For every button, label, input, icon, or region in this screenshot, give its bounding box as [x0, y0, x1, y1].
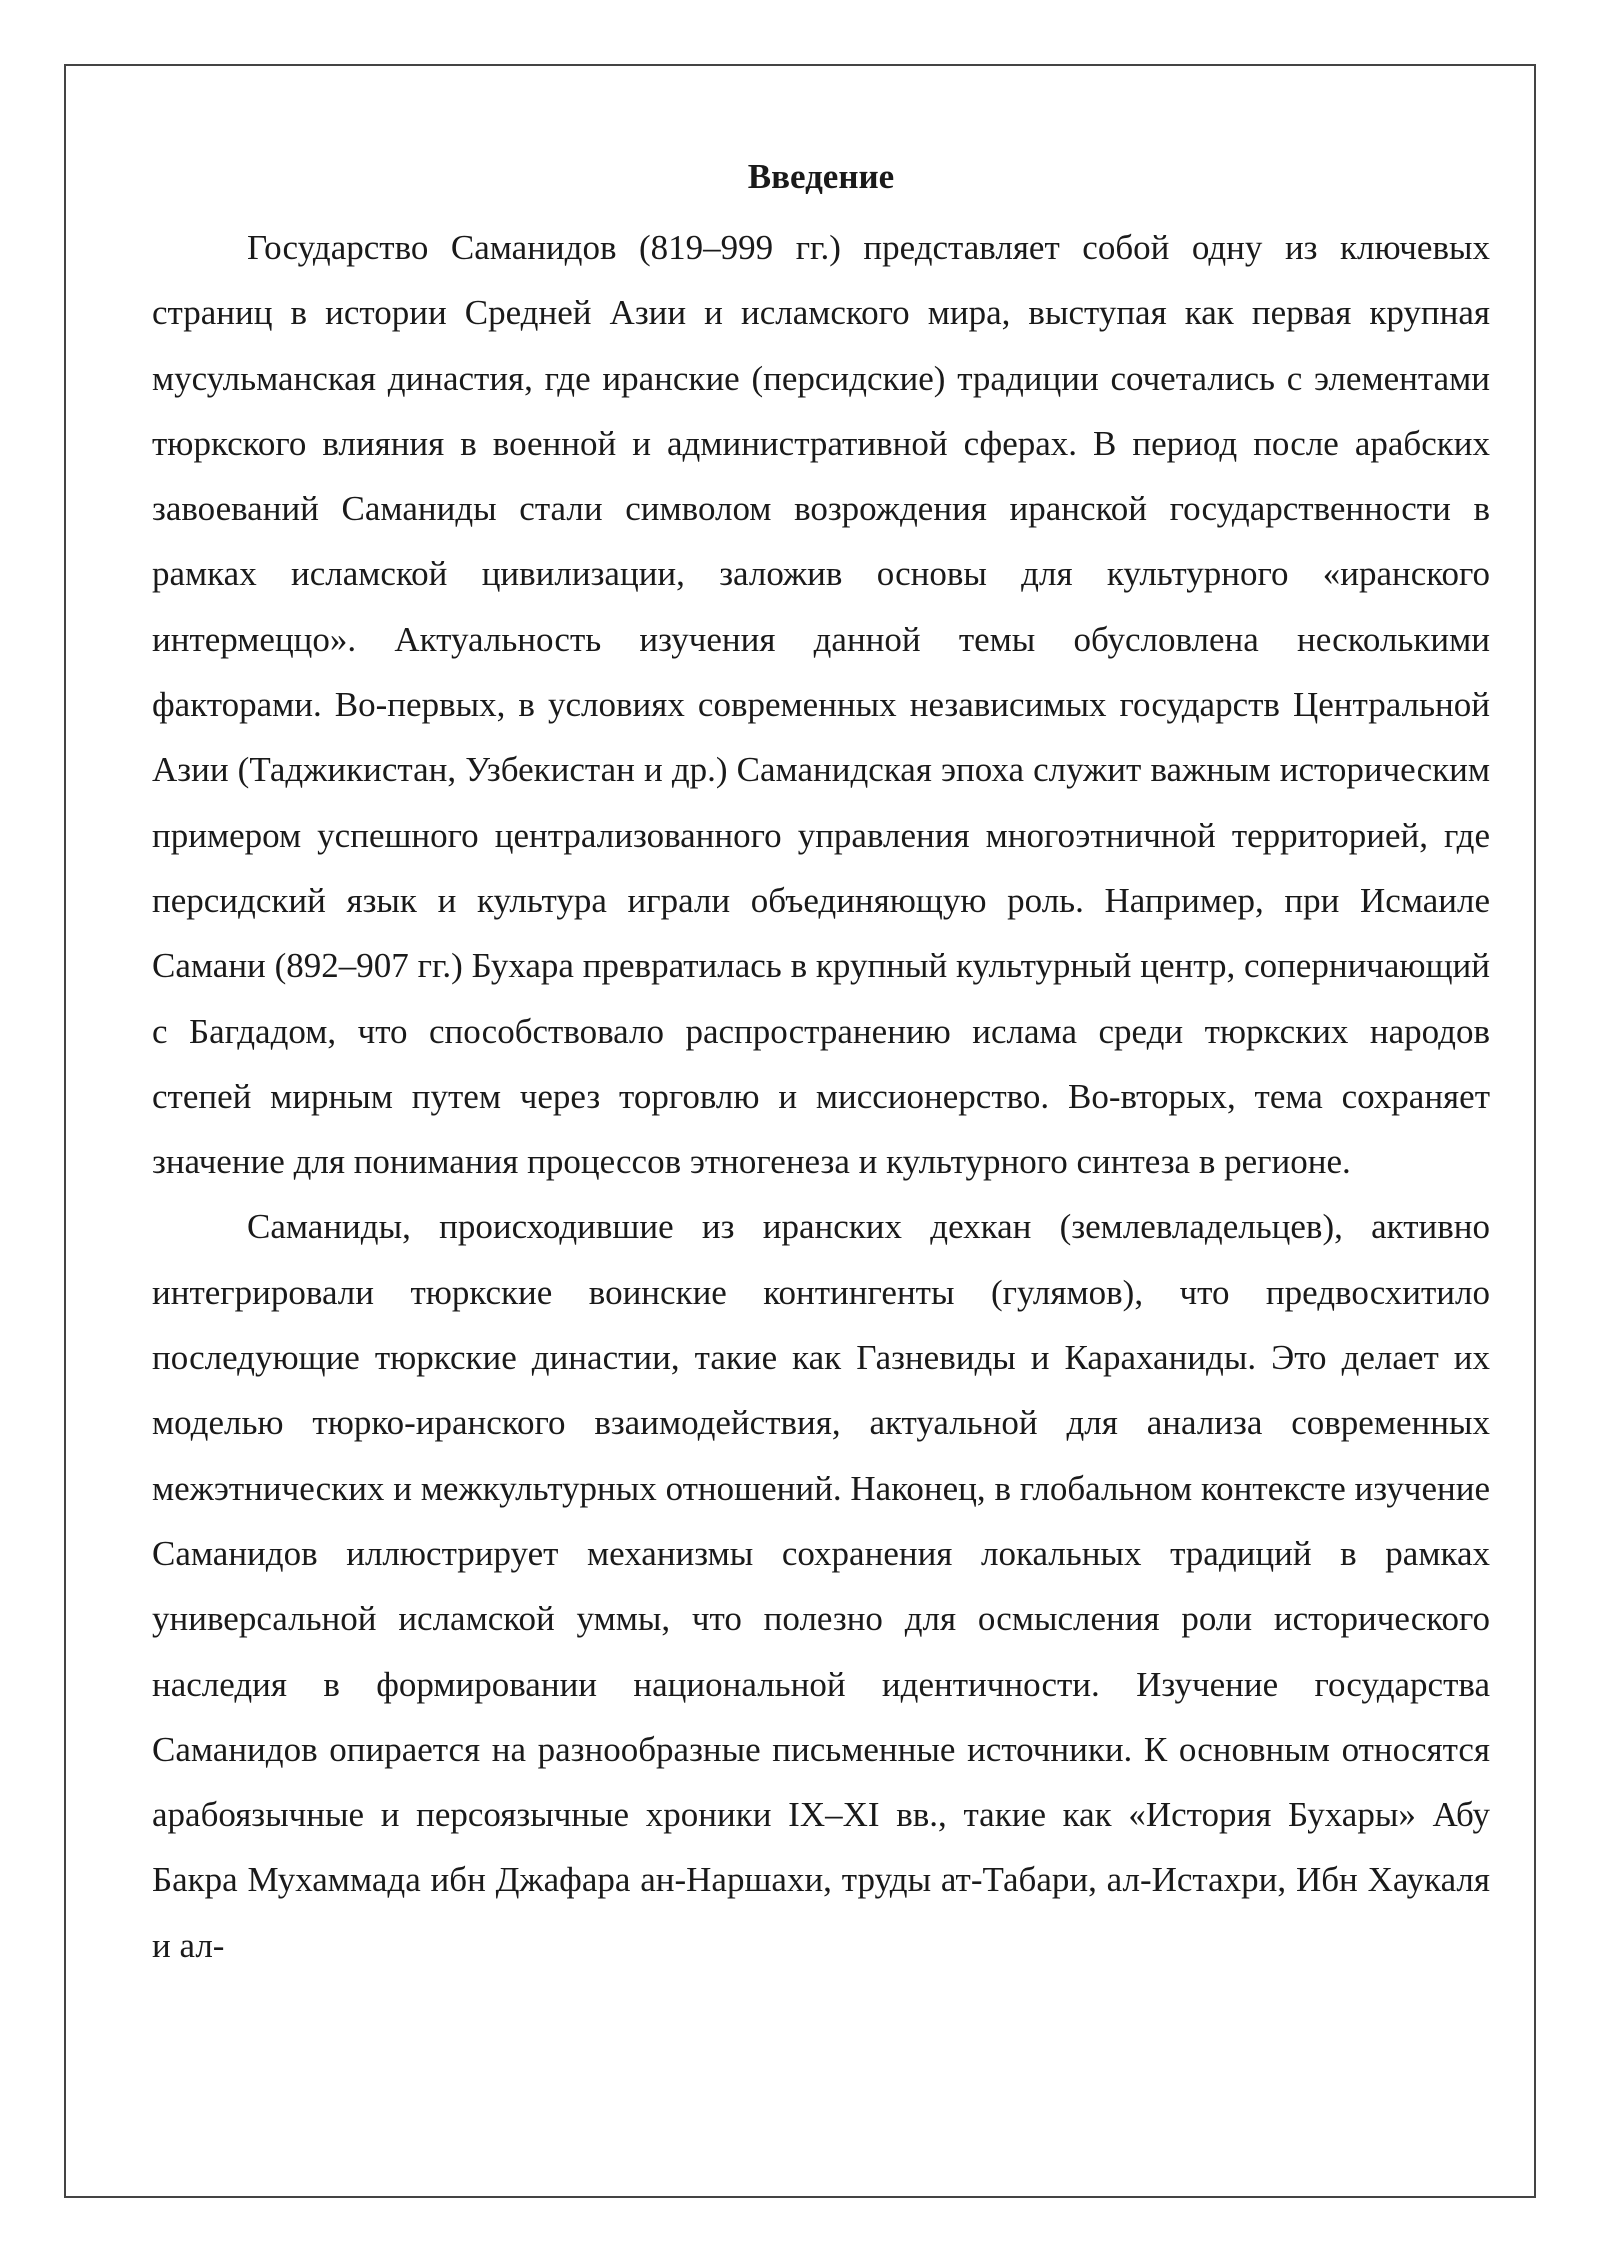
paragraph-1: Государство Саманидов (819–999 гг.) представляет собой одну из ключевых страниц в истории Средней Азии и исламского мира, выступая как первая крупная мусульманская династия, где иранские (персидские) традиции сочетались с элементами тюркского влияния в военной и административной сферах. В период после арабских завоеваний Саманиды стали символом возрождения иранской государственности в рамках исламской цивилизации, заложив основы для культурного «иранского интермеццо». Актуальность изучения данной темы обусловлена несколькими факторами. Во-первых, в условиях современных независимых государств Центральной Азии (Таджикистан, Узбекистан и др.) Саманидская эпоха служит важным историческим примером успешного централизованного управления многоэтничной территорией, где персидский язык и культура играли объединяющую роль. Например, при Исмаиле Самани (892–907 гг.) Бухара превратилась в крупный культурный центр, соперничающий с Багдадом, что способствовало распространению ислама среди тюркских народов степей мирным путем через торговлю и миссионерство. Во-вторых, тема сохраняет значение для понимания процессов этногенеза и культурного синтеза в регионе.: [152, 228, 1490, 1182]
paragraph-2: Саманиды, происходившие из иранских дехкан (землевладельцев), активно интегрировали тюркские воинские контингенты (гулямов), что предвосхитило последующие тюркские династии, такие как Газневиды и Караханиды. Это делает их моделью тюрко-иранского взаимодействия, актуальной для анализа современных межэтнических и межкультурных отношений. Наконец, в глобальном контексте изучение Саманидов иллюстрирует механизмы сохранения локальных традиций в рамках универсальной исламской уммы, что полезно для осмысления роли исторического наследия в формировании национальной идентичности. Изучение государства Саманидов опирается на разнообразные письменные источники. К основным относятся арабоязычные и персоязычные хроники IX–XI вв., такие как «История Бухары» Абу Бакра Мухаммада ибн Джафара ан-Наршахи, труды ат-Табари, ал-Истахри, Ибн Хаукаля и ал-: [152, 1207, 1490, 1965]
document-body: [152, 150, 1490, 1978]
section-heading: Введение: [747, 157, 895, 196]
